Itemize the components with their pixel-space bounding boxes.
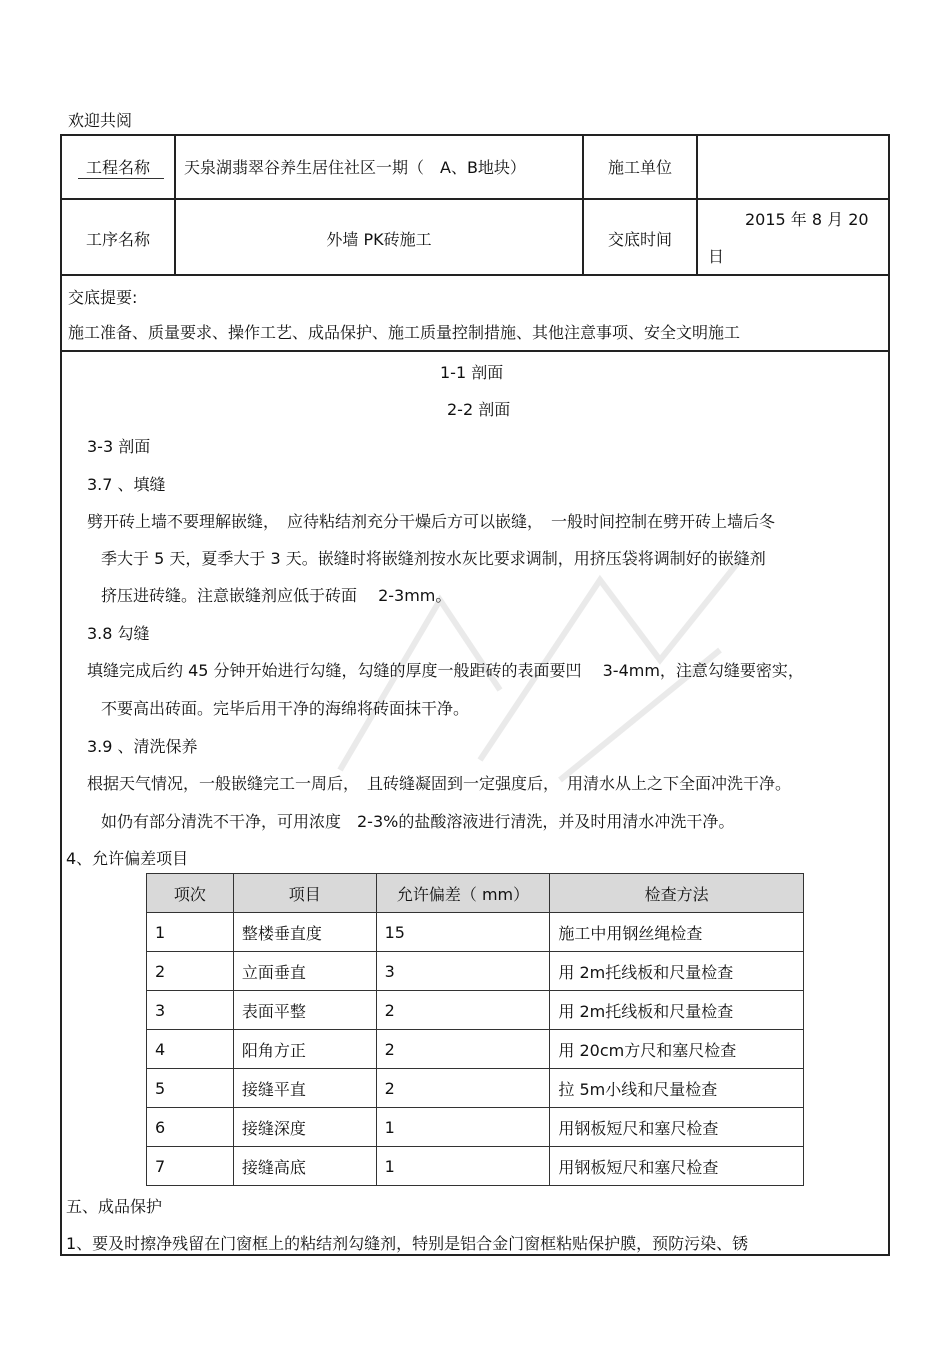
- row-method: 用钢板短尺和塞尺检查: [550, 1108, 804, 1147]
- row-method: 用钢板短尺和塞尺检查: [550, 1147, 804, 1186]
- table-row: [147, 913, 804, 952]
- contractor-label: 施工单位: [607, 158, 672, 177]
- section-4-heading: 4、允许偏差项目: [66, 849, 189, 868]
- summary-label: 交底提要:: [68, 288, 138, 307]
- table-row: [147, 991, 804, 1030]
- row-item: 接缝深度: [233, 1108, 376, 1147]
- row-index: 7: [147, 1147, 234, 1186]
- row-tolerance: 3: [376, 952, 550, 991]
- paragraph-3-9-line1: 根据天气情况，一般嵌缝完工一周后， 且砖缝凝固到一定强度后， 用清水从上之下全面冲洗干净。: [87, 774, 792, 793]
- row-tolerance: 1: [376, 1108, 550, 1147]
- header-note: 欢迎共阅: [68, 111, 133, 130]
- info-col-divider-3: [696, 134, 698, 275]
- table-row: [147, 1030, 804, 1069]
- table-row: [147, 1069, 804, 1108]
- row-index: 1: [147, 913, 234, 952]
- project-label: 工程名称: [85, 158, 150, 177]
- process-value: 外墙 PK砖施工: [326, 230, 432, 249]
- deviation-table: [146, 873, 804, 1186]
- row-method: 施工中用钢丝绳检查: [550, 913, 804, 952]
- paragraph-3-9-line2: 如仍有部分清洗不干净，可用浓度 2-3%的盐酸溶液进行清洗，并及时用清水冲洗干净。: [101, 812, 735, 831]
- row-item: 立面垂直: [233, 952, 376, 991]
- row1-bottom-border: [60, 198, 890, 200]
- frame-left-border: [60, 134, 62, 1255]
- row-index: 4: [147, 1030, 234, 1069]
- row-tolerance: 2: [376, 1069, 550, 1108]
- summary-text: 施工准备、质量要求、操作工艺、成品保护、施工质量控制措施、其他注意事项、安全文明施工: [68, 323, 741, 342]
- paragraph-3-7-line2: 季大于 5 天，夏季大于 3 天。嵌缝时将嵌缝剂按水灰比要求调制，用挤压袋将调制好的嵌缝剂: [101, 549, 766, 568]
- section-3-7-heading: 3.7 、填缝: [87, 475, 166, 494]
- table-header-row: [147, 874, 804, 913]
- project-value: 天泉湖翡翠谷养生居住社区一期（ A、B地块）: [184, 158, 526, 177]
- section-5-heading: 五、成品保护: [66, 1197, 163, 1216]
- header-tolerance: 允许偏差（ mm）: [376, 874, 550, 913]
- time-value-line1: 2015 年 8 月 20: [745, 210, 869, 229]
- row-method: 用 2m托线板和尺量检查: [550, 952, 804, 991]
- header-item: 项目: [233, 874, 376, 913]
- paragraph-3-8-line2: 不要高出砖面。完毕后用干净的海绵将砖面抹干净。: [101, 699, 470, 718]
- paragraph-3-7-line3: 挤压进砖缝。注意嵌缝剂应低于砖面 2-3mm。: [101, 586, 452, 605]
- time-label: 交底时间: [607, 230, 672, 249]
- row-index: 2: [147, 952, 234, 991]
- row-method: 拉 5m小线和尺量检查: [550, 1069, 804, 1108]
- table-row: [147, 1147, 804, 1186]
- row-index: 6: [147, 1108, 234, 1147]
- header-index: 项次: [147, 874, 234, 913]
- row-index: 5: [147, 1069, 234, 1108]
- row-item: 接缝高底: [233, 1147, 376, 1186]
- row-method: 用 20cm方尺和塞尺检查: [550, 1030, 804, 1069]
- row-item: 整楼垂直度: [233, 913, 376, 952]
- summary-bottom-border: [60, 350, 890, 352]
- row-tolerance: 2: [376, 1030, 550, 1069]
- process-label: 工序名称: [85, 230, 150, 249]
- section-3-8-heading: 3.8 勾缝: [87, 624, 150, 643]
- project-label-underline: [78, 178, 164, 179]
- row-item: 表面平整: [233, 991, 376, 1030]
- row-item: 阳角方正: [233, 1030, 376, 1069]
- watermark-stroke: [340, 600, 500, 770]
- row-item: 接缝平直: [233, 1069, 376, 1108]
- paragraph-3-7-line1: 劈开砖上墙不要理解嵌缝， 应待粘结剂充分干燥后方可以嵌缝， 一般时间控制在劈开砖上墙后冬: [87, 512, 776, 531]
- row2-bottom-border: [60, 274, 890, 276]
- time-value-line2: 日: [708, 247, 725, 266]
- row-method: 用 2m托线板和尺量检查: [550, 991, 804, 1030]
- paragraph-3-8-line1: 填缝完成后约 45 分钟开始进行勾缝，勾缝的厚度一般距砖的表面要凹 3-4mm，注意勾缝要密实，: [87, 661, 804, 680]
- section-2-2: 2-2 剖面: [447, 400, 511, 419]
- info-col-divider-1: [174, 134, 176, 275]
- row-tolerance: 1: [376, 1147, 550, 1186]
- row-tolerance: 15: [376, 913, 550, 952]
- section-3-9-heading: 3.9 、清洗保养: [87, 737, 198, 756]
- frame-top-border: [60, 134, 890, 136]
- row-tolerance: 2: [376, 991, 550, 1030]
- header-method: 检查方法: [550, 874, 804, 913]
- paragraph-5-line1: 1、要及时擦净残留在门窗框上的粘结剂勾缝剂，特别是铝合金门窗框粘贴保护膜，预防污染、锈: [66, 1234, 749, 1253]
- frame-right-border: [888, 134, 890, 1255]
- row-index: 3: [147, 991, 234, 1030]
- table-row: [147, 952, 804, 991]
- section-1-1: 1-1 剖面: [440, 363, 504, 382]
- table-row: [147, 1108, 804, 1147]
- section-3-3: 3-3 剖面: [87, 437, 151, 456]
- frame-bottom-border: [60, 1254, 890, 1256]
